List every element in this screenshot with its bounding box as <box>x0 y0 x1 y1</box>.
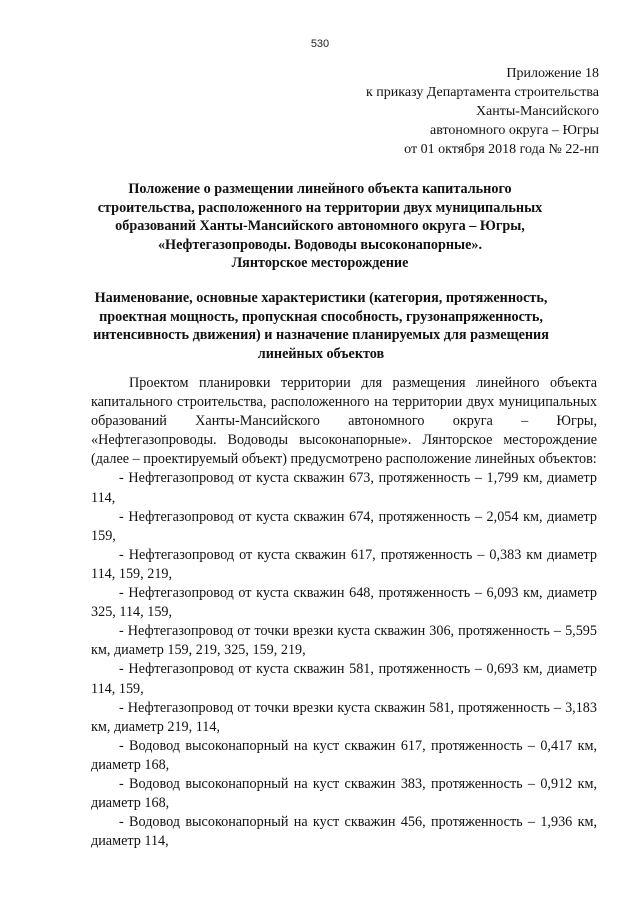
list-item: - Нефтегазопровод от куста скважин 648, протяженность – 6,093 км, диаметр 325, 114, 159, <box>91 585 597 621</box>
list-item: - Нефтегазопровод от точки врезки куста скважин 306, протяженность – 5,595 км, диаметр 159, 219, 325, 159, 219, <box>91 623 597 659</box>
heading-line: Наименование, основные характеристики (категория, протяженность, <box>94 290 548 306</box>
document-body <box>91 374 597 851</box>
title-line: строительства, расположенного на территории двух муниципальных <box>97 199 543 216</box>
list-item: - Водовод высоконапорный на куст скважин 383, протяженность – 0,912 км, диаметр 168, <box>91 775 597 812</box>
heading-line: проектная мощность, пропускная способность, грузонапряженность, <box>99 308 543 325</box>
list-item: - Нефтегазопровод от точки врезки куста скважин 581, протяженность – 3,183 км, диаметр 219, 114, <box>91 699 597 735</box>
heading-line: интенсивность движения) и назначение планируемых для размещения <box>93 327 549 343</box>
list-item: - Нефтегазопровод от куста скважин 581, протяженность – 0,693 км, диаметр 114, 159, <box>91 661 597 697</box>
heading-line: линейных объектов <box>257 345 385 362</box>
title-line: Лянторское месторождение <box>231 255 409 271</box>
appendix-line: Приложение 18 <box>506 66 599 81</box>
appendix-header <box>366 64 599 159</box>
title-line: «Нефтегазопроводы. Водоводы высоконапорные». <box>157 236 483 253</box>
appendix-line: от 01 октября 2018 года № 22-нп <box>404 142 599 157</box>
document-title <box>90 180 550 273</box>
title-line: Положение о размещении линейного объекта капитального <box>128 181 512 197</box>
list-item: - Водовод высоконапорный на куст скважин 456, протяженность – 1,936 км, диаметр 114, <box>91 814 597 850</box>
section-heading <box>88 289 554 363</box>
appendix-line: Ханты-Мансийского <box>475 104 599 119</box>
appendix-line: к приказу Департамента строительства <box>365 85 599 100</box>
list-item: - Нефтегазопровод от куста скважин 674, протяженность – 2,054 км, диаметр 159, <box>91 508 597 544</box>
list-item: - Водовод высоконапорный на куст скважин 617, протяженность – 0,417 км, диаметр 168, <box>91 737 597 773</box>
title-line: образований Ханты-Мансийского автономного округа – Югры, <box>115 218 525 234</box>
intro-paragraph: Проектом планировки территории для размещения линейного объекта капитального строительства, расположенного на территории двух муниципальных образований Ханты-Мансийского автономного округа – Югры, «Нефтегазопроводы. Водоводы высоконапорные». Лянторское месторождение (далее – проектируемый объект) предусмотрено расположение линейных объектов: <box>91 375 597 468</box>
list-item: - Нефтегазопровод от куста скважин 673, протяженность – 1,799 км, диаметр 114, <box>91 470 597 506</box>
appendix-line: автономного округа – Югры <box>430 123 599 138</box>
object-list <box>91 469 597 851</box>
list-item: - Нефтегазопровод от куста скважин 617, протяженность – 0,383 км диаметр 114, 159, 219, <box>91 546 597 582</box>
page-number: 530 <box>310 38 330 50</box>
